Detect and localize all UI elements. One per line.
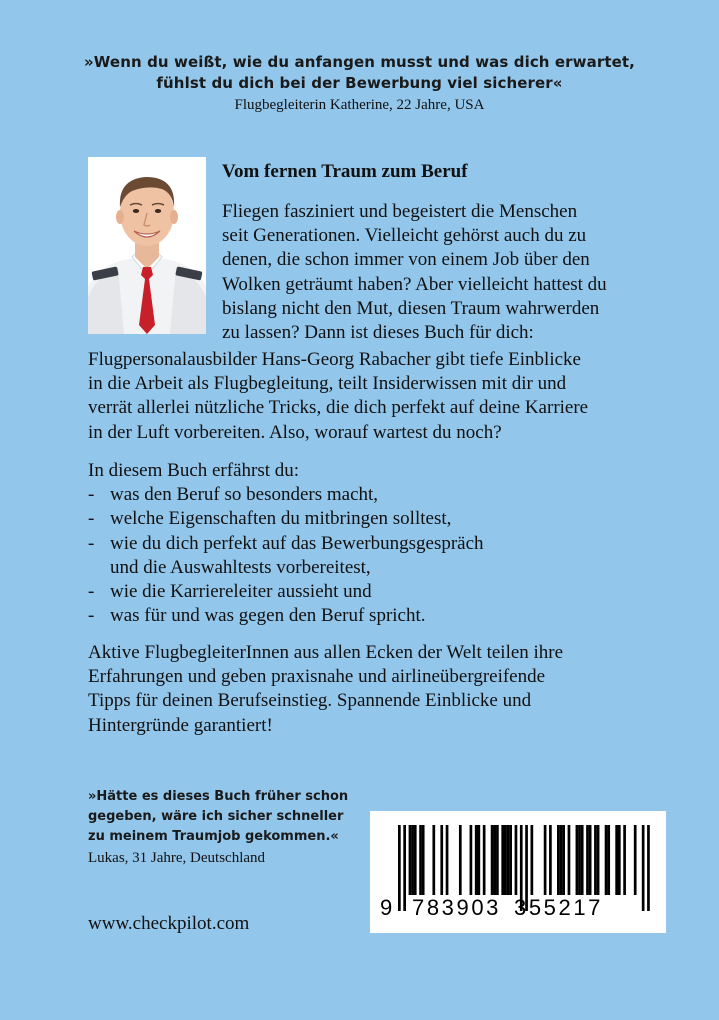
topics-section [88,459,658,628]
barcode-bar [475,825,478,895]
barcode-bar [562,825,565,895]
intro-line: bislang nicht den Mut, diesen Traum wahrwerden [222,297,600,319]
bottom-quote [88,787,368,868]
top-quote-attribution: Flugbegleiterin Katherine, 22 Jahre, USA [234,97,485,113]
barcode-bar [557,825,560,895]
intro-line: seit Generationen. Vielleicht gehörst auch du zu [222,225,587,247]
bottom-quote-line-3: zu meinem Traumjob gekommen.« [88,829,339,844]
bottom-quote-attribution: Lukas, 31 Jahre, Deutschland [88,850,266,866]
paragraph-line: Erfahrungen und geben praxisnahe und airlineübergreifende [88,666,546,688]
barcode-bar [483,825,486,895]
barcode-bar [581,825,584,895]
barcode-bar [440,825,443,895]
list-item: - welche Eigenschaften du mitbringen solltest, [88,507,658,531]
barcode-bar [618,825,621,895]
barcode-group-1: 783903 [412,895,502,920]
barcode-bar [509,825,512,895]
barcode [370,811,666,933]
barcode-bar [446,825,449,895]
barcode-bar [642,825,645,911]
barcode-bar [549,825,552,895]
barcode-bar [478,825,481,895]
barcode-bar [544,825,547,895]
barcode-bar [432,825,435,895]
topics-list-continued [88,580,658,628]
barcode-bar [586,825,589,895]
barcode-bar [409,825,412,895]
barcode-bar [568,825,571,895]
barcode-bar [496,825,499,895]
barcode-bar [459,825,462,895]
barcode-bar [560,825,563,895]
closing-paragraph [88,641,658,738]
barcode-bar [531,825,534,895]
paragraph-line: Hintergründe garantiert! [88,714,273,736]
paragraph-line: Flugpersonalausbilder Hans-Georg Rabacher gibt tiefe Einblicke [88,349,581,370]
paragraph-line: Tipps für deinen Berufseinstieg. Spannende Einblicke und [88,690,532,712]
top-quote-line-2: fühlst du dich bei der Bewerbung viel sicherer« [156,74,563,92]
barcode-bar [414,825,417,895]
barcode-bar [398,825,401,911]
barcode-group-2: 355217 [514,895,604,920]
top-quote-line-1: »Wenn du weißt, wie du anfangen musst und was dich erwartet, [84,53,635,71]
barcode-bar [411,825,414,895]
barcode-bar [422,825,425,895]
barcode-bar [594,825,597,895]
list-item: - wie du dich perfekt auf das Bewerbungsgespräch [88,532,658,556]
topics-list [88,483,658,556]
barcode-bar [470,825,473,895]
barcode-bar [403,825,406,911]
intro-line: Wolken geträumt haben? Aber vielleicht hattest du [222,273,607,295]
website-link[interactable]: www.checkpilot.com [88,913,250,934]
barcode-bar [578,825,581,895]
barcode-bar [597,825,600,895]
barcode-bar [493,825,496,895]
paragraph-line: verrät allerlei nützliche Tricks, die dich perfekt auf deine Karriere [88,397,589,419]
barcode-bar [623,825,626,895]
intro-line: denen, die schon immer von einem Job über den [222,249,590,271]
barcode-bar [615,825,618,895]
list-item: - was den Beruf so besonders macht, [88,483,658,507]
barcode-bar [501,825,504,895]
barcode-bar [605,825,608,895]
bottom-quote-line-1: »Hätte es dieses Buch früher schon [88,789,349,804]
barcode-bar [607,825,610,895]
intro-paragraph [222,200,652,345]
bottom-quote-line-2: gegeben, wäre ich sicher schneller [88,809,344,824]
author-portrait-icon [88,157,206,334]
intro-line: zu lassen? Dann ist dieses Buch für dich: [222,322,534,344]
paragraph-line: Aktive FlugbegleiterInnen aus allen Ecken der Welt teilen ihre [88,642,564,663]
list-item-continuation: und die Auswahltests vorbereitest, [110,556,371,578]
top-quote [0,52,719,115]
paragraph-line: in der Luft vorbereiten. Also, worauf wartest du noch? [88,421,502,443]
barcode-digit-first: 9 [380,895,395,920]
description-paragraph [88,348,658,445]
barcode-bar [515,825,518,895]
barcode-bar [589,825,592,895]
barcode-bar [647,825,650,911]
barcode-bar [419,825,422,895]
list-item: - was für und was gegen den Beruf spricht. [88,604,658,628]
barcode-bar [507,825,510,895]
barcode-bar [634,825,637,895]
barcode-bar [504,825,507,895]
barcode-bar [576,825,579,895]
barcode-bar [491,825,494,895]
section-heading: Vom fernen Traum zum Beruf [222,161,468,182]
author-photo [88,157,206,334]
intro-line: Fliegen fasziniert und begeistert die Menschen [222,201,578,222]
list-intro: In diesem Buch erfährst du: [88,460,300,481]
paragraph-line: in die Arbeit als Flugbegleitung, teilt Insiderwissen mit dir und [88,373,567,395]
list-item: - wie die Karriereleiter aussieht und [88,580,658,604]
